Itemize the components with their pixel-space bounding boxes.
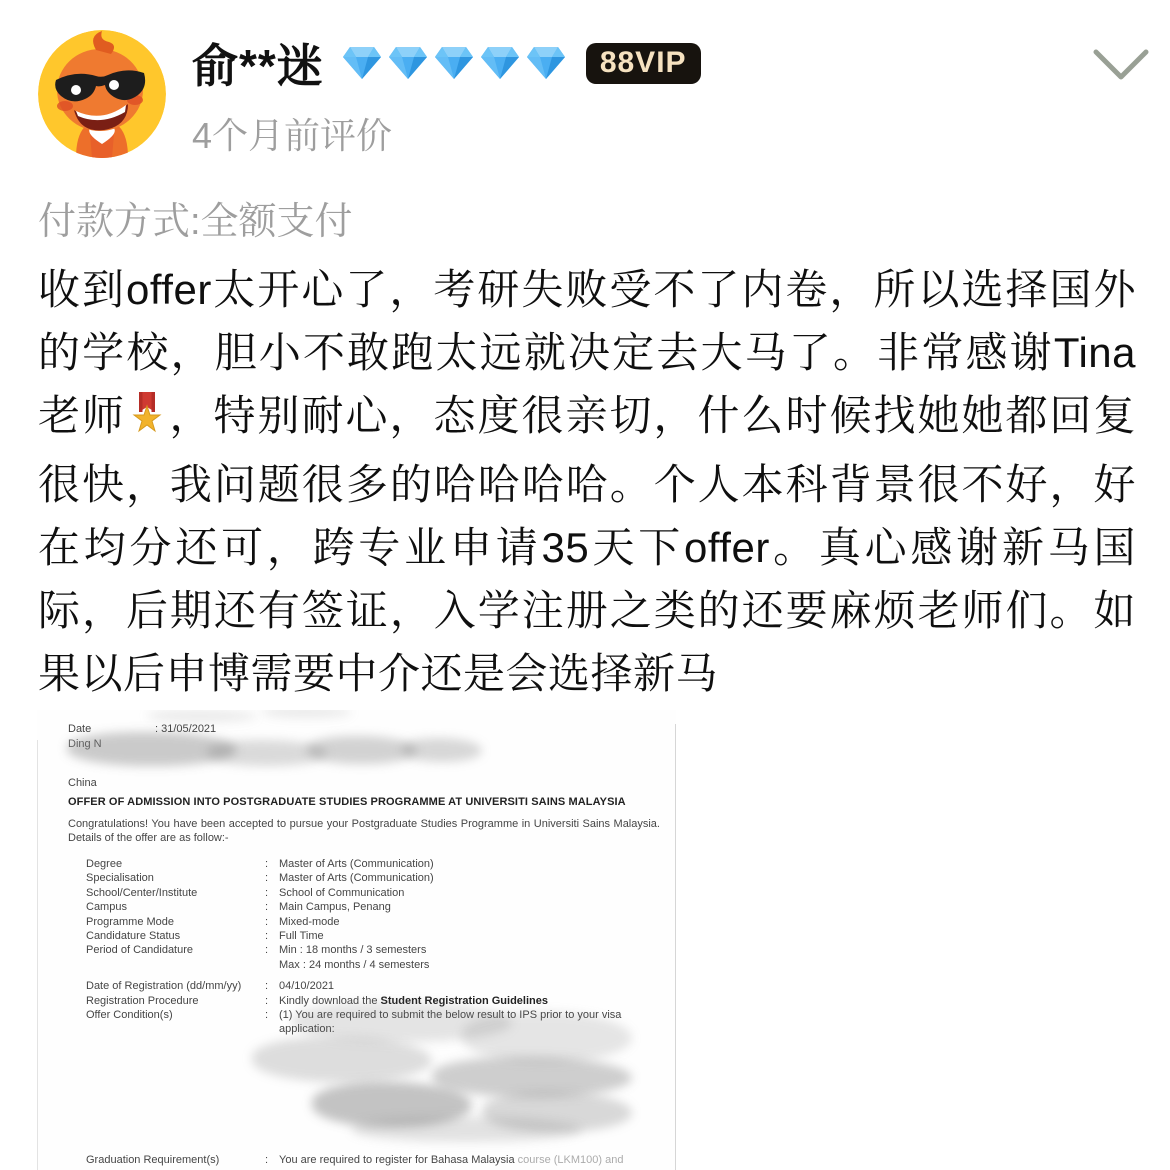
doc-graduation-row: Graduation Requirement(s) : You are required to register for Bahasa Malaysia course (LKM100) and (86, 1154, 624, 1166)
table-row: Degree : Master of Arts (Communication) (86, 858, 434, 870)
doc-intro-line1: Congratulations! You have been accepted to pursue your Postgraduate Studies Programme in Universiti Sains Malaysia. (68, 818, 660, 830)
review-text (38, 258, 1136, 705)
table-row: Offer Condition(s) : (1) You are required to submit the below result to IPS prior to your visa application: (86, 1009, 622, 1036)
doc-date-value: : 31/05/2021 (155, 723, 217, 735)
doc-country: China (68, 777, 97, 789)
table-row: Campus : Main Campus, Penang (86, 901, 391, 914)
redacted-address-blur (57, 732, 497, 782)
table-row: Registration Procedure : Kindly download the Student Registration Guidelines (86, 994, 548, 1007)
table-row: School/Center/Institute : School of Communication (86, 886, 405, 899)
user-row (192, 34, 701, 92)
avatar (38, 30, 166, 158)
diamond-icon (388, 45, 428, 81)
page-right-edge (675, 724, 676, 1170)
review-text-part2: ，特别耐心，态度很亲切，什么时候找她她都回复很快，我问题很多的哈哈哈哈。个人本科背景很不好，好在均分还可，跨专业申请35天下offer。真心感谢新马国际，后期还有签证，入学注册之类的还要麻烦老师们。如果以后申博需要中介还是会选择新马 (38, 392, 1136, 697)
username: 俞**迷 (192, 40, 324, 92)
doc-date-label: Date (68, 723, 92, 735)
medal-icon (130, 390, 164, 453)
review-text-part1: 收到offer太开心了，考研失败受不了内卷，所以选择国外的学校，胆小不敢跑太远就决定去大马了。非常感谢Tina老师 (38, 266, 1136, 439)
vip-level-diamonds (342, 45, 566, 81)
diamond-icon (526, 45, 566, 81)
table-row: Candidature Status : Full Time (86, 930, 324, 943)
diamond-icon (342, 45, 382, 81)
table-row: Specialisation : Master of Arts (Communication) (86, 872, 434, 885)
payment-method: 付款方式:全额支付 (38, 201, 353, 243)
diamond-icon (480, 45, 520, 81)
attached-offer-letter-image[interactable] (37, 710, 676, 1170)
vip-badge: 88VIP (586, 43, 701, 84)
redacted-content-blur (232, 1002, 662, 1142)
table-row: Period of Candidature : Min : 18 months / 3 semesters Max : 24 months / 4 semesters (86, 944, 430, 971)
diamond-icon (434, 45, 474, 81)
review-timestamp: 4个月前评价 (192, 115, 393, 156)
chevron-down-icon[interactable] (1092, 46, 1150, 89)
doc-intro (68, 817, 660, 845)
doc-intro-line2: Details of the offer are as follow:- (68, 832, 229, 844)
doc-recipient-name: Ding N (68, 738, 102, 750)
table-row: Date of Registration (dd/mm/yy) : 04/10/2021 (86, 980, 335, 993)
page-left-edge (37, 740, 38, 1170)
doc-title: OFFER OF ADMISSION INTO POSTGRADUATE STUDIES PROGRAMME AT UNIVERSITI SAINS MALAYSIA (68, 796, 626, 808)
table-row: Programme Mode : Mixed-mode (86, 915, 340, 928)
avatar-illustration (38, 30, 166, 158)
